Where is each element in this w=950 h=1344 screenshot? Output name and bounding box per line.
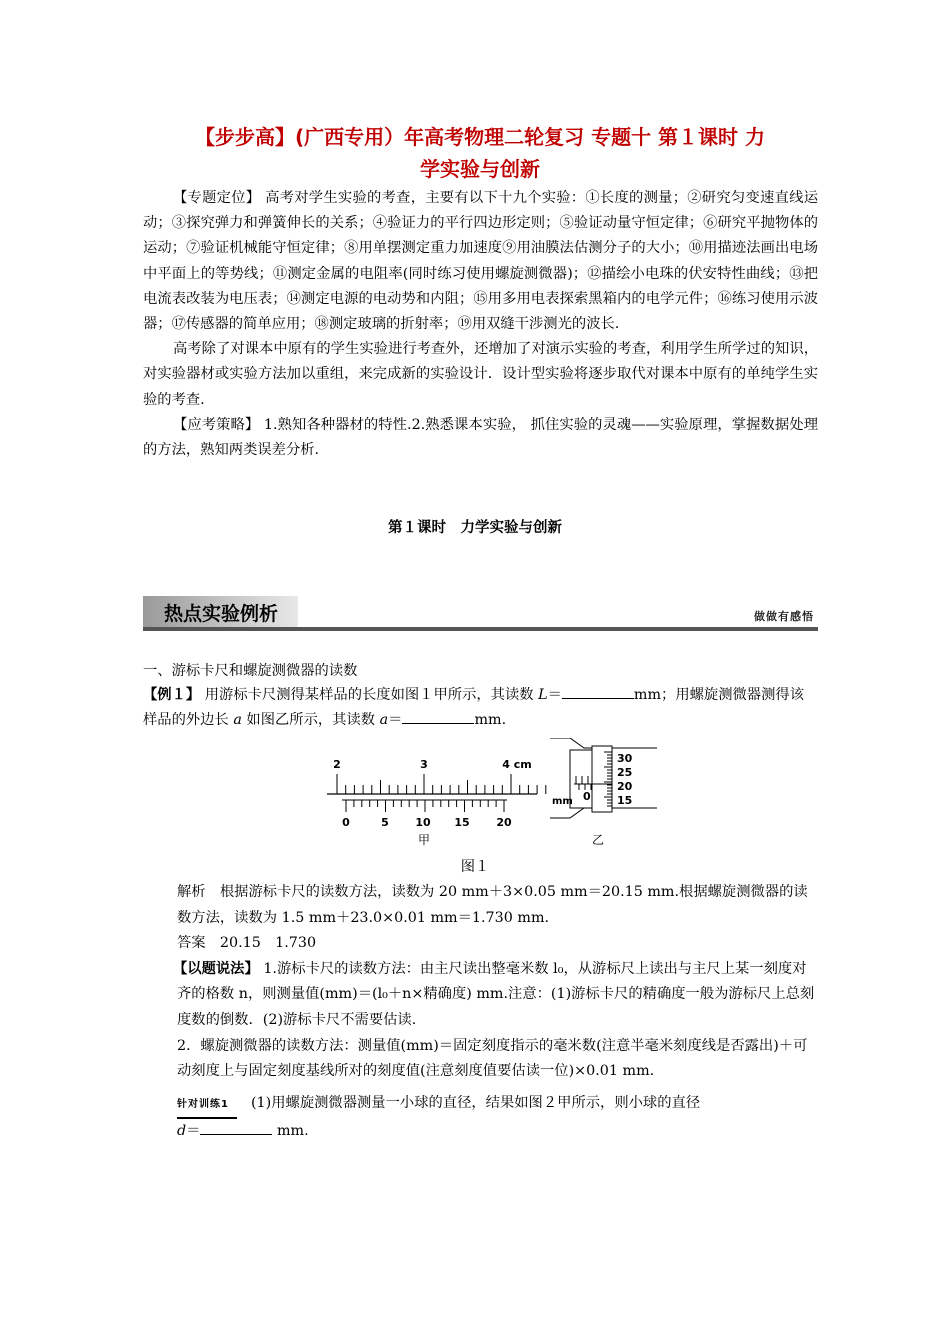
header-right-label: 做做有感悟 bbox=[754, 610, 814, 623]
exam-trend-paragraph: 高考除了对课本中原有的学生实验进行考查外，还增加了对演示实验的考查，利用学生所学过的知识，对实验器材或实验方法加以重组，来完成新的实验设计．设计型实验将逐步取代对课本中原有的单纯学生实验的考查. bbox=[143, 341, 818, 408]
caliper-main-label-4cm: 4 cm bbox=[502, 758, 532, 771]
caliper-vernier-ticks bbox=[346, 800, 504, 812]
header-title: 热点实验例析 bbox=[164, 603, 279, 625]
caliper-main-ticks bbox=[337, 774, 546, 794]
caliper-vernier-label-0: 0 bbox=[342, 816, 350, 829]
exam-strategy-paragraph: 【应考策略】 1.熟知各种器材的特性.2.熟悉课本实验， 抓住实验的灵魂——实验原理，掌握数据处理的方法，熟知两类误差分析. bbox=[143, 416, 818, 459]
micrometer-label-30: 30 bbox=[617, 752, 633, 765]
micrometer-unit: mm bbox=[552, 796, 573, 807]
method-text-2: 2．螺旋测微器的读数方法：测量值(mm)＝固定刻度指示的毫米数(注意半毫米刻度线是否露出)＋可动刻度上与固定刻度基线所对的刻度值(注意刻度值要估读一位)×0.01 mm. bbox=[177, 1037, 808, 1080]
var-a-2: a bbox=[379, 712, 389, 729]
practice-badge: 针对训练1 bbox=[177, 1092, 237, 1120]
caliper-vernier-label-15: 15 bbox=[454, 816, 470, 829]
example-text-f: mm. bbox=[474, 712, 507, 729]
method-tag: 【以题说法】 bbox=[173, 960, 259, 977]
caliper-vernier-label-20: 20 bbox=[496, 816, 512, 829]
answer-text: 答案 20.15 1.730 bbox=[177, 935, 317, 952]
caliper-main-label-2: 2 bbox=[333, 758, 341, 771]
practice-text: (1)用螺旋测微器测量一小球的直径，结果如图２甲所示，则小球的直径 bbox=[250, 1094, 701, 1111]
micrometer-label-20: 20 bbox=[617, 780, 633, 793]
micrometer-label-25: 25 bbox=[617, 766, 633, 779]
example-text-a: 用游标卡尺测得某样品的长度如图１甲所示，其读数 bbox=[204, 687, 539, 703]
example-tag: 【例１】 bbox=[143, 687, 201, 703]
example-text-d: 如图乙所示，其读数 bbox=[241, 712, 380, 729]
title-line-1: 【步步高】(广西专用）年高考物理二轮复习 专题十 第１课时 力 bbox=[194, 125, 766, 149]
title-line-2: 学实验与创新 bbox=[420, 157, 540, 181]
micrometer-label-15: 15 bbox=[617, 794, 633, 807]
caliper-main-label-3: 3 bbox=[420, 758, 428, 771]
lesson-title: 第１课时 力学实验与创新 bbox=[388, 520, 562, 536]
var-L: L bbox=[538, 687, 548, 703]
example-1 bbox=[143, 683, 818, 734]
micrometer bbox=[550, 738, 657, 847]
example-text-e: ＝ bbox=[388, 712, 403, 729]
caliper-vernier-label-5: 5 bbox=[381, 816, 389, 829]
caliper-vernier-label-10: 10 bbox=[415, 816, 431, 829]
header-rule bbox=[143, 627, 818, 631]
intro-section bbox=[143, 186, 818, 463]
analysis-text: 解析 根据游标卡尺的读数方法，读数为 20 mm＋3×0.05 mm＝20.15 mm.根据螺旋测微器的读数方法，读数为 1.5 mm＋23.0×0.01 mm＝1.730 mm. bbox=[177, 884, 808, 926]
figure-1 bbox=[322, 738, 662, 858]
label-yi: 乙 bbox=[591, 833, 605, 847]
practice-unit: mm. bbox=[272, 1123, 309, 1140]
var-a-1: a bbox=[233, 712, 242, 729]
figure-caption: 图１ bbox=[460, 859, 490, 875]
practice-eq: ＝ bbox=[186, 1123, 201, 1140]
micrometer-zero: 0 bbox=[583, 790, 591, 803]
topic-positioning-paragraph: 【专题定位】 高考对学生实验的考查，主要有以下十九个实验：①长度的测量；②研究匀变速直线运动；③探究弹力和弹簧伸长的关系；④验证力的平行四边形定则；⑤验证动量守恒定律；⑥研究平抛物体的运动；⑦验证机械能守恒定律；⑧用单摆测定重力加速度⑨用油膜法估测分子的大小；⑩用描迹法画出电场中平面上的等势线；⑪测定金属的电阻率(同时练习使用螺旋测微器)；⑫描绘小电珠的伏安特性曲线；⑬把电流表改装为电压表；⑭测定电源的电动势和内阻；⑮用多用电表探索黑箱内的电学元件；⑯练习使用示波器；⑰传感器的简单应用；⑱测定玻璃的折射率；⑲用双缝干涉测光的波长. bbox=[143, 190, 818, 333]
solution-block bbox=[173, 880, 818, 1145]
method-text-1: 1.游标卡尺的读数方法：由主尺读出整毫米数 l₀，从游标尺上读出与主尺上某一刻度对齐的格数 n，则测量值(mm)＝(l₀＋n×精确度) mm.注意：(1)游标卡尺的精确度一般为游标尺上总刻度数的倒数．(2)游标卡尺不需要估读. bbox=[177, 960, 815, 1028]
label-jia: 甲 bbox=[417, 833, 431, 847]
vernier-caliper bbox=[327, 758, 546, 847]
example-text-b: ＝ bbox=[547, 687, 562, 703]
hot-experiment-header bbox=[143, 596, 818, 633]
answer-blank-2 bbox=[402, 710, 474, 724]
document-title bbox=[140, 121, 820, 185]
section-heading: 一、游标卡尺和螺旋测微器的读数 bbox=[143, 663, 358, 679]
example-text-c: mm；用螺旋测微器测得该样品的外边长 bbox=[143, 687, 804, 729]
answer-blank-1 bbox=[562, 685, 634, 699]
answer-blank-3 bbox=[200, 1121, 272, 1135]
var-d: d bbox=[177, 1123, 187, 1140]
